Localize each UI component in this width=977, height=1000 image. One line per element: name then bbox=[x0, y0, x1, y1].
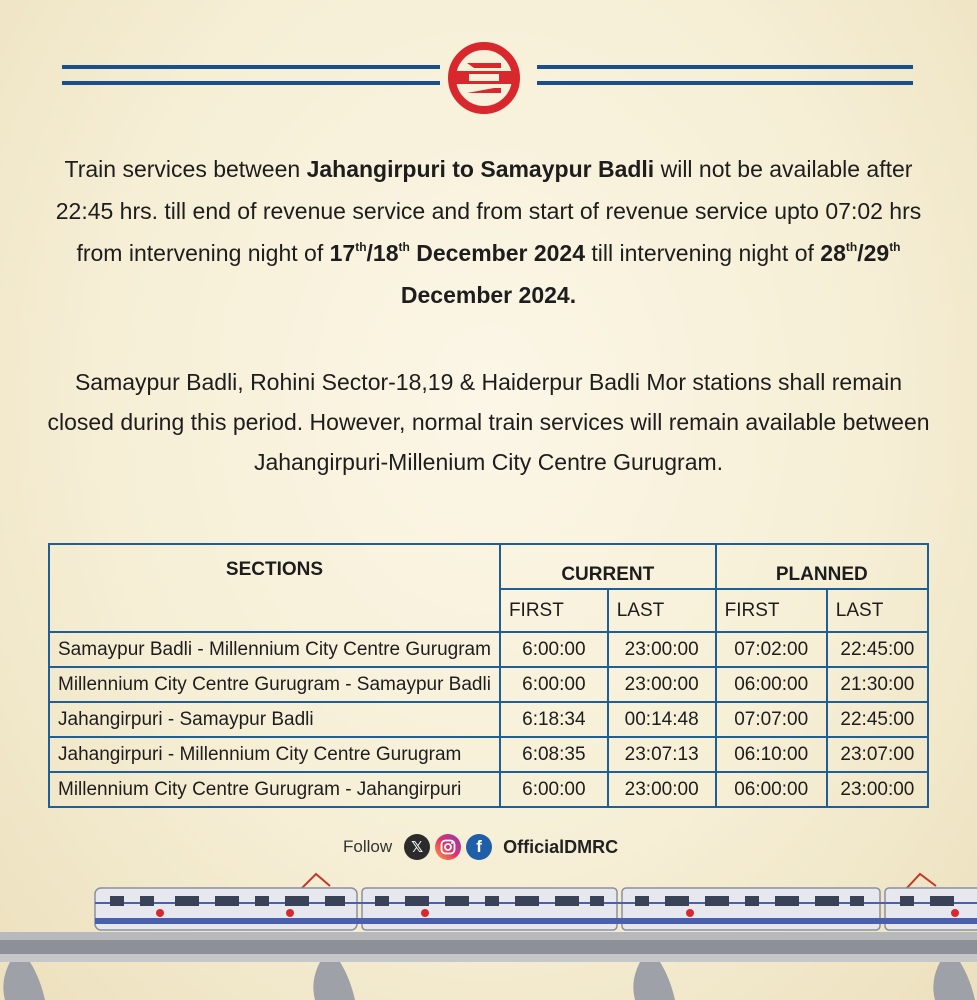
header-sections: SECTIONS bbox=[49, 544, 500, 632]
header-current: CURRENT bbox=[500, 544, 716, 589]
header-line-left-bottom bbox=[62, 81, 440, 85]
section-cell: Samaypur Badli - Millennium City Centre Gurugram bbox=[49, 632, 500, 667]
follow-label: Follow bbox=[343, 837, 393, 856]
current-last-cell: 23:00:00 bbox=[608, 632, 716, 667]
section-cell: Jahangirpuri - Samaypur Badli bbox=[49, 702, 500, 737]
table-row bbox=[49, 737, 928, 772]
planned-first-cell: 06:00:00 bbox=[716, 667, 827, 702]
header-planned-first: FIRST bbox=[716, 589, 827, 632]
current-last-cell: 00:14:48 bbox=[608, 702, 716, 737]
station-closure-notice: Samaypur Badli, Rohini Sector-18,19 & Haiderpur Badli Mor stations shall remain closed during this period. However, normal train services will remain available between Jahangirpuri-Millenium City Centre Gurugram. bbox=[47, 369, 930, 475]
planned-first-cell: 07:02:00 bbox=[716, 632, 827, 667]
header bbox=[0, 36, 977, 116]
current-first-cell: 6:00:00 bbox=[500, 667, 608, 702]
notice-text: till intervening night of bbox=[585, 240, 821, 266]
notice-text: will not be available after 22:45 hrs. till end of revenue service and from start of revenue service upto 07:02 hrs from intervening night of bbox=[55, 156, 922, 266]
planned-last-cell: 22:45:00 bbox=[827, 632, 928, 667]
current-first-cell: 6:08:35 bbox=[500, 737, 608, 772]
social-handle[interactable]: OfficialDMRC bbox=[503, 836, 619, 857]
current-first-cell: 6:18:34 bbox=[500, 702, 608, 737]
planned-first-cell: 06:00:00 bbox=[716, 772, 827, 807]
notice-date-start: 17th/18th December 2024 bbox=[329, 240, 586, 266]
notice-date-end: 28th/29th December 2024. bbox=[400, 240, 901, 308]
header-planned-last: LAST bbox=[827, 589, 928, 632]
header-line-right-bottom bbox=[537, 81, 913, 85]
table-row bbox=[49, 667, 928, 702]
planned-first-cell: 06:10:00 bbox=[716, 737, 827, 772]
current-last-cell: 23:00:00 bbox=[608, 667, 716, 702]
planned-last-cell: 21:30:00 bbox=[827, 667, 928, 702]
header-line-right-top bbox=[537, 65, 913, 69]
social-follow bbox=[343, 833, 618, 861]
section-cell: Millennium City Centre Gurugram - Jahangirpuri bbox=[49, 772, 500, 807]
service-notice bbox=[40, 148, 937, 316]
header-planned: PLANNED bbox=[716, 544, 928, 589]
header-current-first: FIRST bbox=[500, 589, 608, 632]
notice-route: Jahangirpuri to Samaypur Badli bbox=[306, 156, 655, 182]
table-row bbox=[49, 702, 928, 737]
facebook-icon[interactable]: f bbox=[466, 834, 492, 860]
planned-last-cell: 23:00:00 bbox=[827, 772, 928, 807]
current-first-cell: 6:00:00 bbox=[500, 772, 608, 807]
planned-first-cell: 07:07:00 bbox=[716, 702, 827, 737]
section-cell: Jahangirpuri - Millennium City Centre Gurugram bbox=[49, 737, 500, 772]
instagram-icon[interactable] bbox=[435, 834, 461, 860]
current-last-cell: 23:07:13 bbox=[608, 737, 716, 772]
planned-last-cell: 23:07:00 bbox=[827, 737, 928, 772]
table-row bbox=[49, 772, 928, 807]
current-first-cell: 6:00:00 bbox=[500, 632, 608, 667]
x-icon[interactable]: 𝕏 bbox=[404, 834, 430, 860]
header-current-last: LAST bbox=[608, 589, 716, 632]
section-cell: Millennium City Centre Gurugram - Samaypur Badli bbox=[49, 667, 500, 702]
schedule-table bbox=[48, 543, 929, 808]
header-line-left-top bbox=[62, 65, 440, 69]
current-last-cell: 23:00:00 bbox=[608, 772, 716, 807]
metro-train-illustration bbox=[0, 866, 977, 1000]
planned-last-cell: 22:45:00 bbox=[827, 702, 928, 737]
notice-text: Train services between bbox=[64, 156, 307, 182]
dmrc-logo-icon bbox=[447, 41, 521, 115]
table-row bbox=[49, 632, 928, 667]
